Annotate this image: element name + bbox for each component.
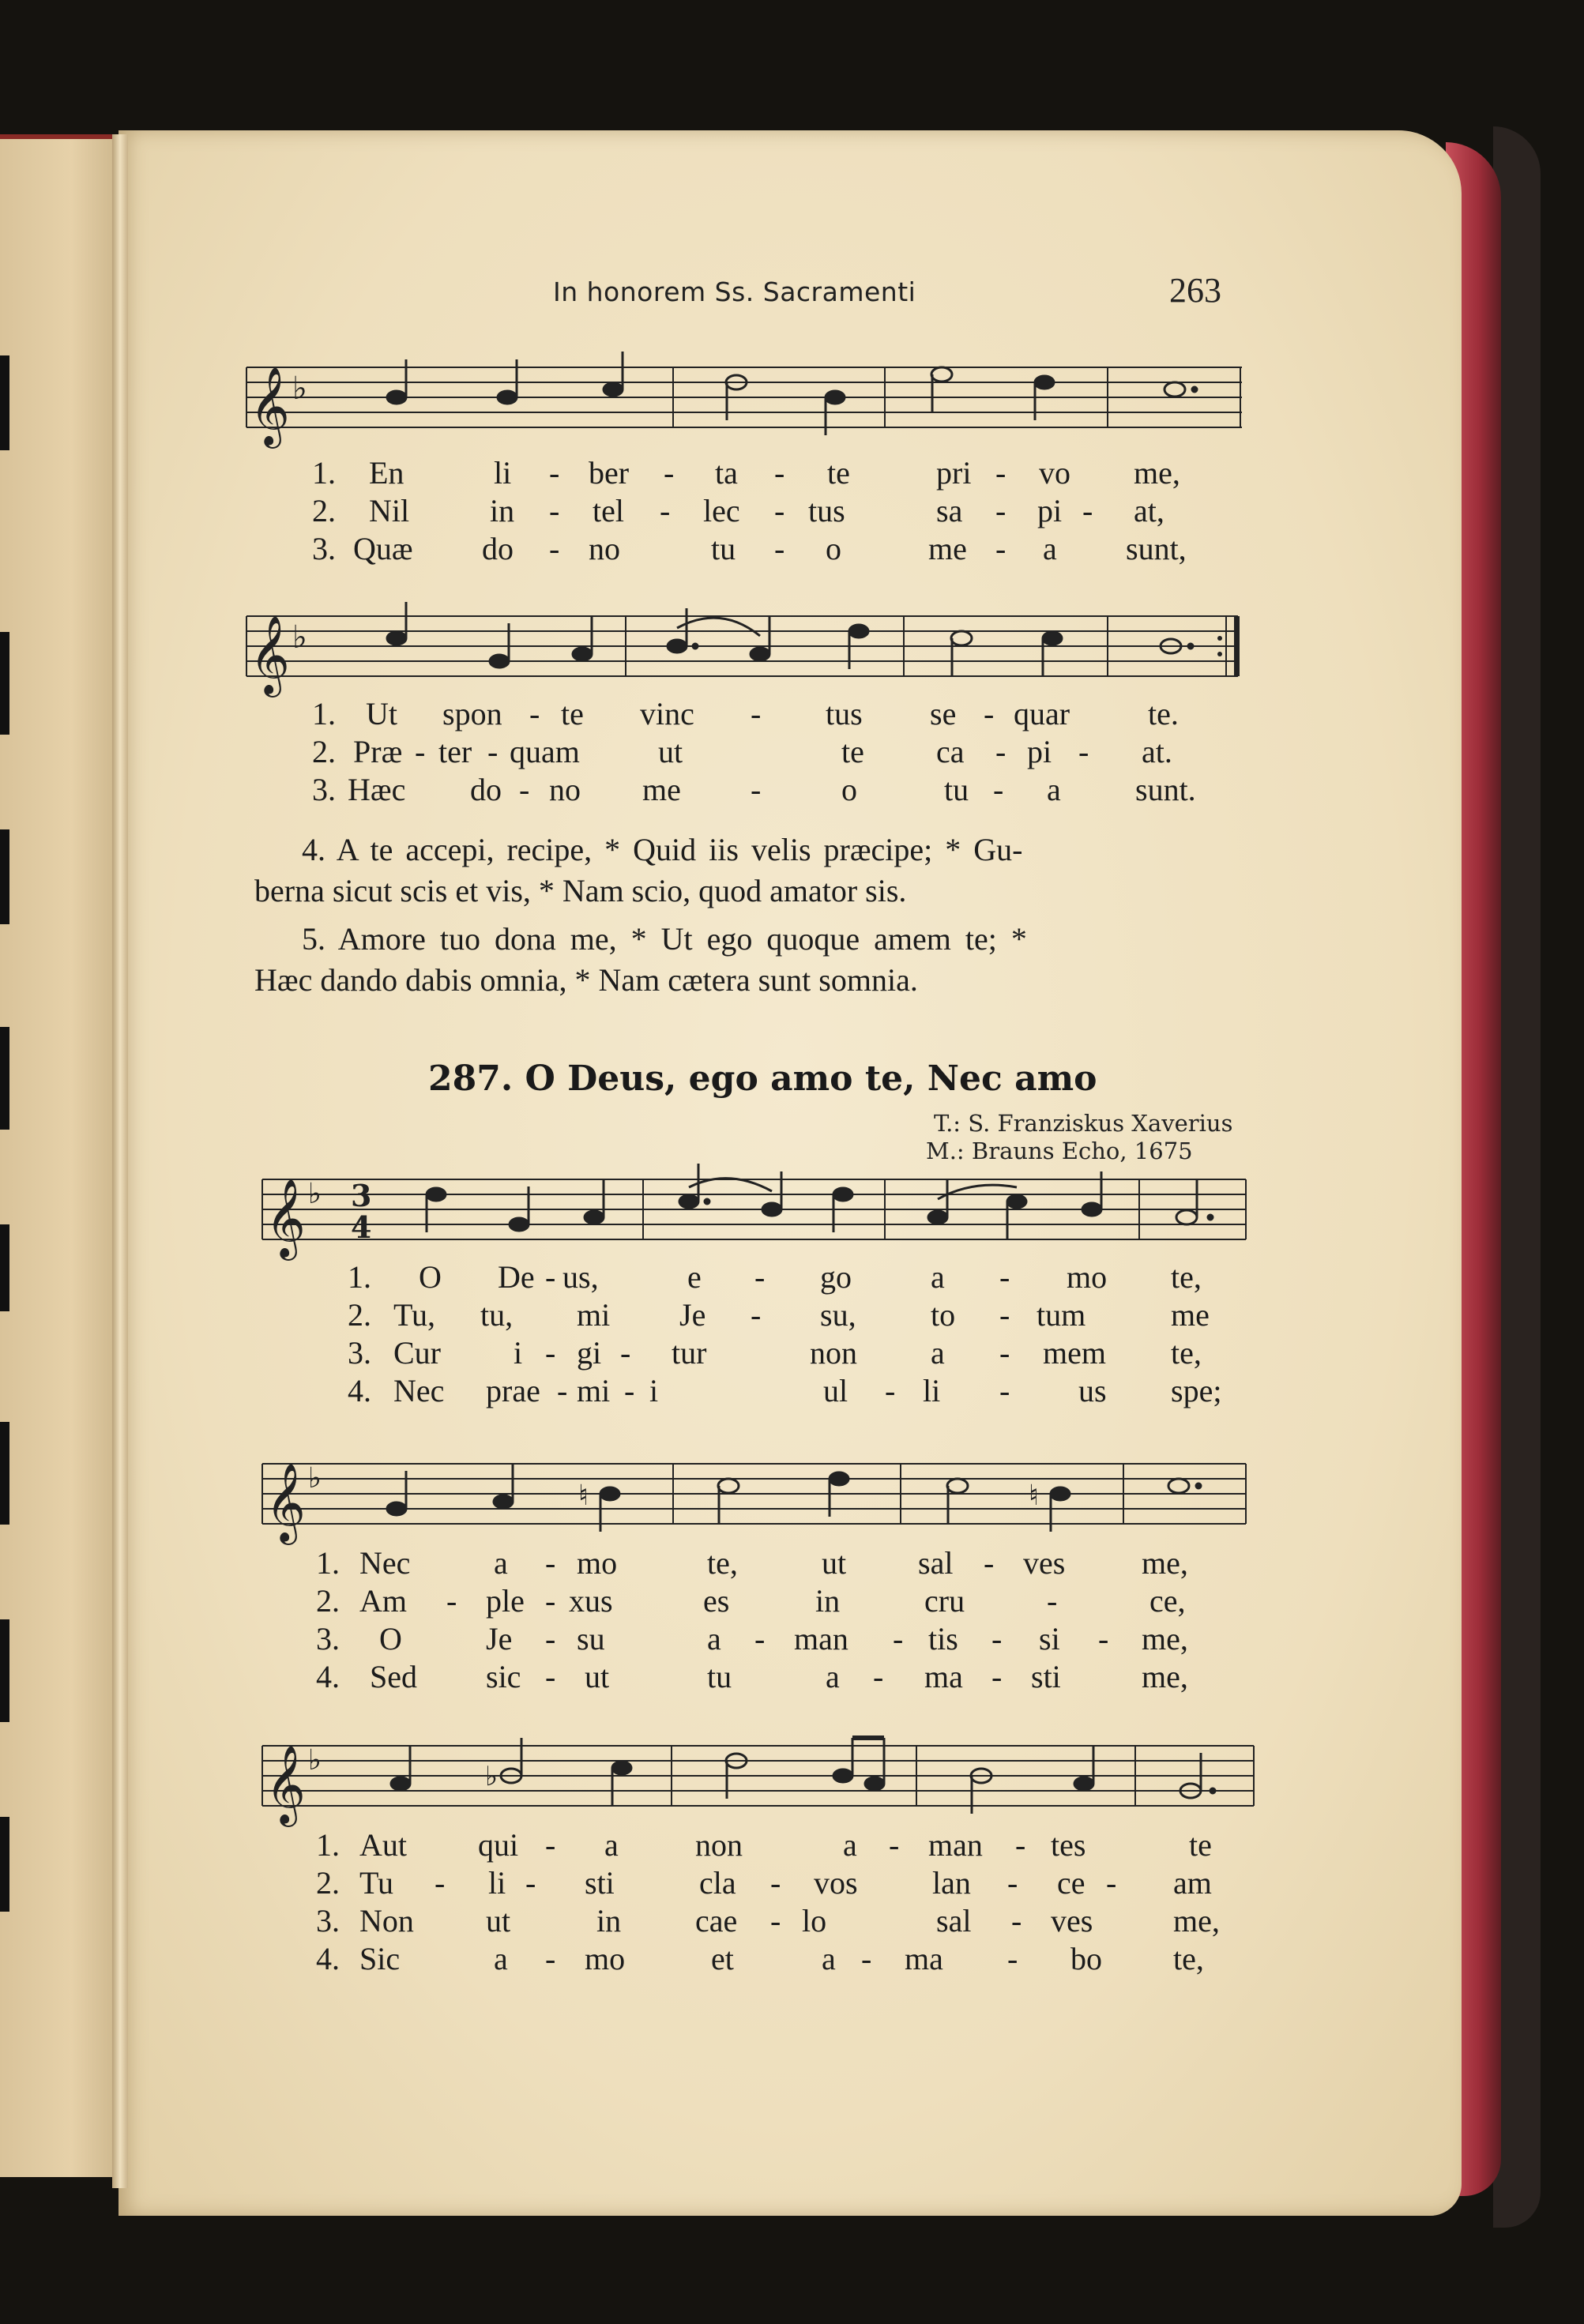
staff-lines-3: [262, 1171, 1250, 1266]
syllable: a: [822, 1941, 836, 1976]
syllable: ma: [924, 1659, 963, 1694]
syllable: quar: [1014, 696, 1070, 731]
hyphen: -: [549, 531, 560, 566]
syllable: pi: [1037, 493, 1063, 528]
hyphen: -: [664, 455, 675, 491]
syllable: ca: [936, 734, 965, 769]
lyric-line-5-1: [316, 1826, 1264, 1864]
hyphen: -: [435, 1865, 446, 1901]
hyphen: -: [545, 1941, 556, 1976]
verse-number: 2.: [312, 734, 336, 769]
syllable: ut: [486, 1903, 511, 1939]
syllable: mo: [577, 1545, 618, 1581]
syllable: tu: [711, 531, 736, 566]
syllable: Nec: [359, 1545, 411, 1581]
syllable: o: [841, 772, 857, 807]
music-staff-1: [246, 359, 1242, 454]
syllable: mi: [577, 1297, 611, 1333]
text-credit: T.: S. Franziskus Xaverius: [934, 1110, 1233, 1137]
verse-number: 2.: [316, 1583, 340, 1619]
lyric-line-5-2: [316, 1864, 1264, 1902]
syllable: a: [931, 1259, 945, 1295]
syllable: tur: [672, 1335, 707, 1371]
lyric-line-2-2: [312, 733, 1260, 771]
staff-lines-4: [262, 1456, 1250, 1551]
syllable: su: [577, 1621, 605, 1657]
syllable: te,: [1173, 1941, 1204, 1976]
syllable: sti: [585, 1865, 615, 1901]
syllable: ple: [486, 1583, 525, 1619]
verse-number: 4.: [348, 1373, 371, 1408]
lyric-line-4-4: [316, 1658, 1256, 1696]
syllable: ber: [589, 455, 630, 491]
hyphen: -: [1047, 1583, 1058, 1619]
syllable: sunt,: [1126, 531, 1187, 566]
lyric-line-4-1: [316, 1544, 1256, 1582]
lyric-line-5-3: [316, 1902, 1264, 1940]
syllable: ut: [658, 734, 683, 769]
syllable: me: [1171, 1297, 1210, 1333]
lyric-line-2-3: [312, 771, 1260, 809]
hyphen: -: [1007, 1865, 1018, 1901]
lyric-line-1-3: [312, 530, 1260, 568]
verse-number: 2.: [348, 1297, 371, 1333]
syllable: ta: [715, 455, 738, 491]
syllable: li: [494, 455, 512, 491]
lyrics-block-4: [316, 1544, 1256, 1702]
verse-number: 2.: [312, 493, 336, 528]
treble-clef-icon: 𝄞: [265, 1745, 306, 1824]
syllable: pri: [936, 455, 972, 491]
syllable: ut: [822, 1545, 847, 1581]
syllable: pi: [1027, 734, 1052, 769]
verse-number: 3.: [312, 772, 336, 807]
verse-number: 1.: [316, 1827, 340, 1863]
syllable: sic: [486, 1659, 521, 1694]
lyric-line-3-4: [348, 1372, 1256, 1410]
hyphen: -: [861, 1941, 872, 1976]
lyric-line-2-1: [312, 695, 1260, 733]
verse-number: 1.: [316, 1545, 340, 1581]
hyphen: -: [991, 1659, 1003, 1694]
hyphen: -: [995, 531, 1006, 566]
syllable: Cur: [393, 1335, 441, 1371]
hyphen: -: [415, 734, 426, 769]
hyphen: -: [1015, 1827, 1026, 1863]
music-staff-5: [262, 1738, 1258, 1833]
syllable: do: [482, 531, 514, 566]
time-signature-bottom: 4: [351, 1209, 372, 1245]
natural-icon: ♮: [1029, 1480, 1039, 1512]
syllable: me,: [1134, 455, 1180, 491]
syllable: non: [810, 1335, 857, 1371]
staff-lines-5: [262, 1738, 1258, 1833]
syllable: a: [494, 1941, 508, 1976]
hyphen: -: [751, 1297, 762, 1333]
syllable: spe;: [1171, 1373, 1222, 1408]
hyphen: -: [1106, 1865, 1117, 1901]
hyphen: -: [545, 1827, 556, 1863]
syllable: te: [841, 734, 864, 769]
syllable: se: [930, 696, 957, 731]
hyphen: -: [984, 696, 995, 731]
syllable: mi: [577, 1373, 611, 1408]
syllable: Tu,: [393, 1297, 436, 1333]
hyphen: -: [754, 1621, 766, 1657]
verse-number: 3.: [316, 1621, 340, 1657]
syllable: ma: [905, 1941, 943, 1976]
syllable: te,: [1171, 1259, 1202, 1295]
syllable: te.: [1148, 696, 1179, 731]
page-number: 263: [1169, 271, 1221, 310]
verse-number: 1.: [348, 1259, 371, 1295]
syllable: si: [1039, 1621, 1060, 1657]
syllable: me,: [1142, 1621, 1188, 1657]
lyric-line-1-1: [312, 454, 1260, 492]
hyphen: -: [549, 493, 560, 528]
flat-icon: ♭: [308, 1744, 322, 1777]
syllable: no: [589, 531, 620, 566]
syllable: in: [490, 493, 515, 528]
syllable: tum: [1037, 1297, 1086, 1333]
syllable: non: [695, 1827, 743, 1863]
hyphen: -: [1011, 1903, 1022, 1939]
verse-number: 3.: [348, 1335, 371, 1371]
verse-number: 4.: [316, 1659, 340, 1694]
syllable: me,: [1142, 1659, 1188, 1694]
syllable: Je: [679, 1297, 706, 1333]
hyphen: -: [873, 1659, 884, 1694]
syllable: at,: [1134, 493, 1164, 528]
syllable: Tu: [359, 1865, 394, 1901]
syllable: ut: [585, 1659, 610, 1694]
hyphen: -: [885, 1373, 896, 1408]
syllable: a: [843, 1827, 857, 1863]
staff-lines-2: [246, 608, 1243, 703]
syllable: De: [498, 1259, 535, 1295]
syllable: no: [549, 772, 581, 807]
syllable: vinc: [640, 696, 694, 731]
hyphen: -: [624, 1373, 635, 1408]
syllable: ves: [1023, 1545, 1066, 1581]
syllable: tu: [707, 1659, 732, 1694]
syllable: e: [687, 1259, 702, 1295]
syllable: bo: [1070, 1941, 1102, 1976]
hyphen: -: [999, 1259, 1010, 1295]
verse-number: 2.: [316, 1865, 340, 1901]
hyphen: -: [995, 493, 1006, 528]
syllable: O: [419, 1259, 442, 1295]
syllable: Sic: [359, 1941, 401, 1976]
music-credit: M.: Brauns Echo, 1675: [926, 1138, 1193, 1164]
syllable: O: [379, 1621, 402, 1657]
syllable: Nec: [393, 1373, 445, 1408]
verse-number: 3.: [312, 531, 336, 566]
syllable: a: [826, 1659, 840, 1694]
hyphen: -: [999, 1373, 1010, 1408]
syllable: tes: [1051, 1827, 1086, 1863]
treble-clef-icon: 𝄞: [250, 367, 290, 446]
syllable: spon: [442, 696, 502, 731]
verse-4-line-2: berna sicut scis et vis, * Nam scio, quod amator sis.: [254, 873, 907, 908]
syllable: in: [815, 1583, 841, 1619]
syllable: ce,: [1149, 1583, 1186, 1619]
syllable: Je: [486, 1621, 513, 1657]
lyric-line-3-2: [348, 1296, 1256, 1334]
hyphen: -: [545, 1545, 556, 1581]
hyphen: -: [1098, 1621, 1109, 1657]
hyphen: -: [991, 1621, 1003, 1657]
syllable: a: [931, 1335, 945, 1371]
syllable: me,: [1142, 1545, 1188, 1581]
syllable: sa: [936, 493, 963, 528]
syllable: us,: [562, 1259, 599, 1295]
syllable: ce: [1057, 1865, 1085, 1901]
hyphen: -: [545, 1335, 556, 1371]
syllable: Non: [359, 1903, 414, 1939]
lyrics-block-5: [316, 1826, 1264, 1984]
syllable: Nil: [369, 493, 410, 528]
syllable: te: [561, 696, 584, 731]
syllable: gi: [577, 1335, 602, 1371]
syllable: vo: [1039, 455, 1070, 491]
syllable: tel: [593, 493, 624, 528]
syllable: Ut: [366, 696, 397, 731]
verse-number: 1.: [312, 696, 336, 731]
hyphen: -: [995, 734, 1006, 769]
hyphen: -: [774, 493, 785, 528]
flat-icon: ♭: [292, 370, 307, 407]
syllable: tus: [826, 696, 863, 731]
syllable: go: [820, 1259, 852, 1295]
syllable: a: [1047, 772, 1061, 807]
hyphen: -: [557, 1373, 568, 1408]
hyphen: -: [984, 1545, 995, 1581]
syllable: es: [703, 1583, 730, 1619]
syllable: o: [826, 531, 841, 566]
verse-number: 4.: [316, 1941, 340, 1976]
syllable: prae: [486, 1373, 540, 1408]
syllable: sal: [918, 1545, 954, 1581]
hyphen: -: [774, 531, 785, 566]
hyphen: -: [545, 1583, 556, 1619]
flat-icon: ♭: [292, 619, 307, 656]
syllable: in: [596, 1903, 622, 1939]
syllable: ter: [438, 734, 472, 769]
lyric-line-4-3: [316, 1620, 1256, 1658]
syllable: i: [649, 1373, 659, 1408]
lyric-line-4-2: [316, 1582, 1256, 1620]
syllable: te: [827, 455, 850, 491]
hymn-title: 287. O Deus, ego amo te, Nec amo: [428, 1059, 1097, 1099]
hyphen: -: [1007, 1941, 1018, 1976]
syllable: do: [470, 772, 502, 807]
hyphen: -: [889, 1827, 900, 1863]
syllable: cru: [924, 1583, 965, 1619]
natural-icon: ♮: [578, 1480, 589, 1512]
treble-clef-icon: 𝄞: [250, 615, 290, 694]
syllable: et: [711, 1941, 734, 1976]
syllable: Hæc: [348, 772, 406, 807]
syllable: a: [604, 1827, 619, 1863]
syllable: Sed: [370, 1659, 417, 1694]
syllable: En: [369, 455, 404, 491]
syllable: su,: [820, 1297, 856, 1333]
hyphen: -: [774, 455, 785, 491]
syllable: at.: [1142, 734, 1172, 769]
hyphen: -: [529, 696, 540, 731]
hyphen: -: [545, 1659, 556, 1694]
syllable: Aut: [359, 1827, 407, 1863]
hyphen: -: [754, 1259, 766, 1295]
syllable: xus: [569, 1583, 613, 1619]
syllable: li: [923, 1373, 941, 1408]
hyphen: -: [1082, 493, 1093, 528]
treble-clef-icon: 𝄞: [265, 1463, 306, 1542]
verse-number: 1.: [312, 455, 336, 491]
verse-5: [254, 919, 1250, 1001]
hyphen: -: [620, 1335, 631, 1371]
syllable: quam: [510, 734, 580, 769]
syllable: me: [642, 772, 681, 807]
verse-4-line-1: 4. A te accepi, recipe, * Quid iis velis præcipe; * Gu-: [302, 832, 1023, 867]
hyphen: -: [1078, 734, 1089, 769]
verse-number: 3.: [316, 1903, 340, 1939]
syllable: te,: [1171, 1335, 1202, 1371]
syllable: man: [928, 1827, 983, 1863]
syllable: vos: [814, 1865, 858, 1901]
flat-icon: ♭: [308, 1462, 322, 1495]
lyric-line-1-2: [312, 492, 1260, 530]
hyphen: -: [446, 1583, 457, 1619]
hyphen: -: [770, 1865, 781, 1901]
syllable: lan: [932, 1865, 971, 1901]
hyphen: -: [545, 1259, 556, 1295]
hyphen: -: [519, 772, 530, 807]
syllable: sti: [1031, 1659, 1061, 1694]
lyric-line-5-4: [316, 1940, 1264, 1978]
music-staff-4: [262, 1456, 1250, 1551]
treble-clef-icon: 𝄞: [265, 1179, 306, 1258]
hyphen: -: [545, 1621, 556, 1657]
hyphen: -: [999, 1335, 1010, 1371]
syllable: tu,: [480, 1297, 514, 1333]
syllable: te,: [707, 1545, 738, 1581]
syllable: mo: [585, 1941, 626, 1976]
syllable: ves: [1051, 1903, 1093, 1939]
hyphen: -: [893, 1621, 904, 1657]
syllable: i: [514, 1335, 523, 1371]
syllable: cae: [695, 1903, 738, 1939]
syllable: a: [494, 1545, 508, 1581]
syllable: tus: [808, 493, 845, 528]
syllable: Am: [359, 1583, 407, 1619]
syllable: mem: [1043, 1335, 1106, 1371]
syllable: li: [488, 1865, 506, 1901]
music-staff-3: [262, 1171, 1250, 1266]
syllable: me: [928, 531, 967, 566]
hyphen: -: [751, 772, 762, 807]
hyphen: -: [525, 1865, 536, 1901]
syllable: to: [931, 1297, 956, 1333]
hyphen: -: [487, 734, 499, 769]
running-title: In honorem Ss. Sacramenti: [553, 276, 916, 307]
syllable: ul: [823, 1373, 848, 1408]
syllable: cla: [699, 1865, 736, 1901]
syllable: Quæ: [353, 531, 413, 566]
syllable: a: [707, 1621, 721, 1657]
lyrics-block-2: [312, 695, 1260, 814]
flat-icon: ♭: [308, 1178, 322, 1210]
syllable: Præ: [353, 734, 403, 769]
syllable: tu: [944, 772, 969, 807]
syllable: us: [1078, 1373, 1107, 1408]
hyphen: -: [993, 772, 1004, 807]
syllable: mo: [1067, 1259, 1108, 1295]
syllable: lo: [802, 1903, 827, 1939]
hyphen: -: [660, 493, 671, 528]
flat-icon: ♭: [485, 1761, 499, 1792]
syllable: lec: [703, 493, 740, 528]
verse-4: [254, 829, 1250, 912]
hyphen: -: [770, 1903, 781, 1939]
hyphen: -: [549, 455, 560, 491]
music-staff-2: [246, 608, 1243, 703]
syllable: man: [794, 1621, 848, 1657]
lyric-line-3-3: [348, 1334, 1256, 1372]
syllable: me,: [1173, 1903, 1220, 1939]
verse-5-line-2: Hæc dando dabis omnia, * Nam cætera sunt somnia.: [254, 962, 918, 998]
staff-lines-1: [246, 359, 1242, 454]
lyrics-block-3: [348, 1258, 1256, 1416]
hyphen: -: [995, 455, 1006, 491]
syllable: tis: [928, 1621, 958, 1657]
syllable: am: [1173, 1865, 1212, 1901]
lyric-line-3-1: [348, 1258, 1256, 1296]
verse-5-line-1: 5. Amore tuo dona me, * Ut ego quoque amem te; *: [302, 921, 1027, 957]
syllable: sal: [936, 1903, 972, 1939]
syllable: te: [1189, 1827, 1212, 1863]
time-signature-top: 3: [351, 1178, 372, 1213]
syllable: qui: [478, 1827, 519, 1863]
syllable: sunt.: [1135, 772, 1196, 807]
hyphen: -: [751, 696, 762, 731]
lyrics-block-1: [312, 454, 1260, 573]
hyphen: -: [999, 1297, 1010, 1333]
syllable: a: [1043, 531, 1057, 566]
